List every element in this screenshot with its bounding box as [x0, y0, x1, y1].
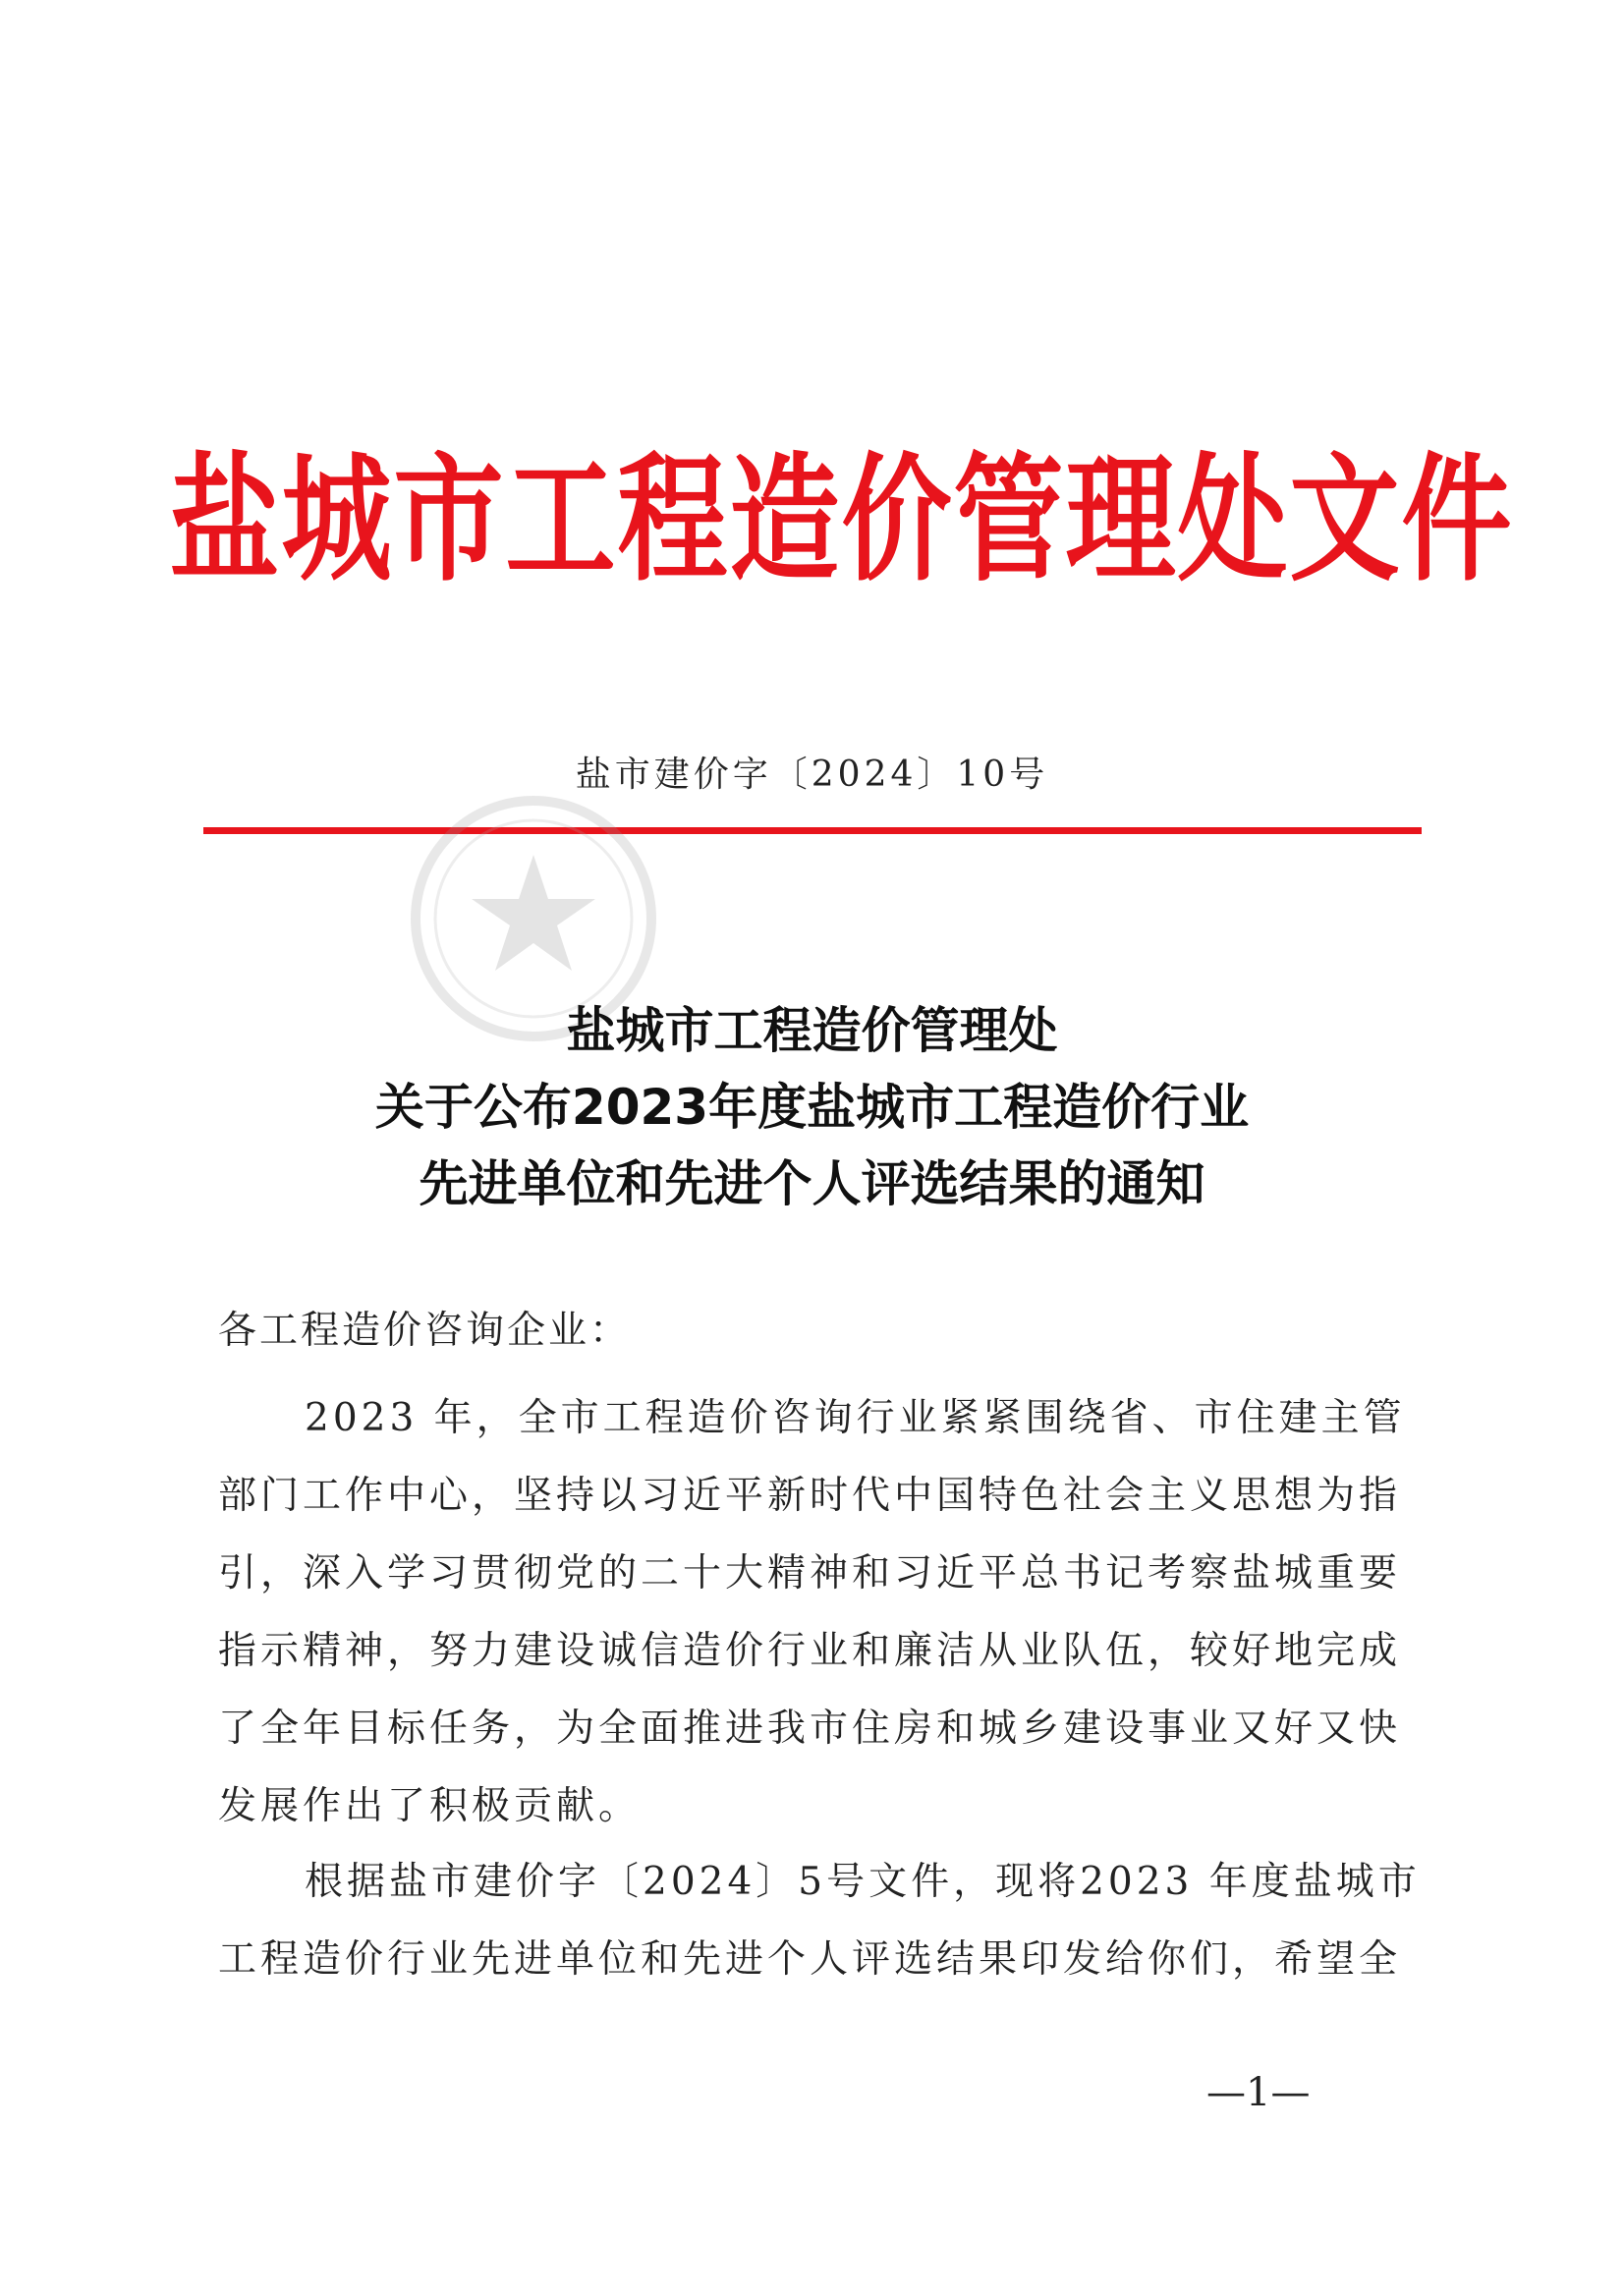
title-line-1: 盐城市工程造价管理处	[566, 1002, 1058, 1059]
paragraph-line: 部门工作中心，坚持以习近平新时代中国特色社会主义思想为指	[218, 1474, 1402, 1518]
paragraph-line: 指示精神，努力建设诚信造价行业和廉洁从业队伍，较好地完成	[218, 1629, 1402, 1673]
notice-title	[0, 992, 1624, 1222]
body-paragraph-1	[218, 1379, 1427, 1845]
paragraph-line: 2023 年，全市工程造价咨询行业紧紧围绕省、市住建主管	[305, 1396, 1406, 1440]
paragraph-line: 发展作出了积极贡献。	[218, 1784, 642, 1828]
document-number: 盐市建价字〔2024〕10号	[575, 755, 1049, 795]
title-line-3: 先进单位和先进个人评选结果的通知	[419, 1155, 1205, 1212]
paragraph-line: 引，深入学习贯彻党的二十大精神和习近平总书记考察盐城重要	[218, 1551, 1402, 1596]
salutation: 各工程造价咨询企业：	[218, 1309, 632, 1353]
document-masthead: 盐城市工程造价管理处文件	[169, 440, 1514, 601]
paragraph-line: 根据盐市建价字〔2024〕5号文件，现将2023 年度盐城市	[305, 1860, 1421, 1904]
paragraph-line: 了全年目标任务，为全面推进我市住房和城乡建设事业又好又快	[218, 1707, 1402, 1751]
page-number: —1—	[1206, 2070, 1311, 2115]
body-paragraph-2	[218, 1843, 1427, 1998]
paragraph-line: 工程造价行业先进单位和先进个人评选结果印发给你们，希望全	[218, 1937, 1402, 1982]
title-line-2: 关于公布2023年度盐城市工程造价行业	[374, 1079, 1250, 1136]
